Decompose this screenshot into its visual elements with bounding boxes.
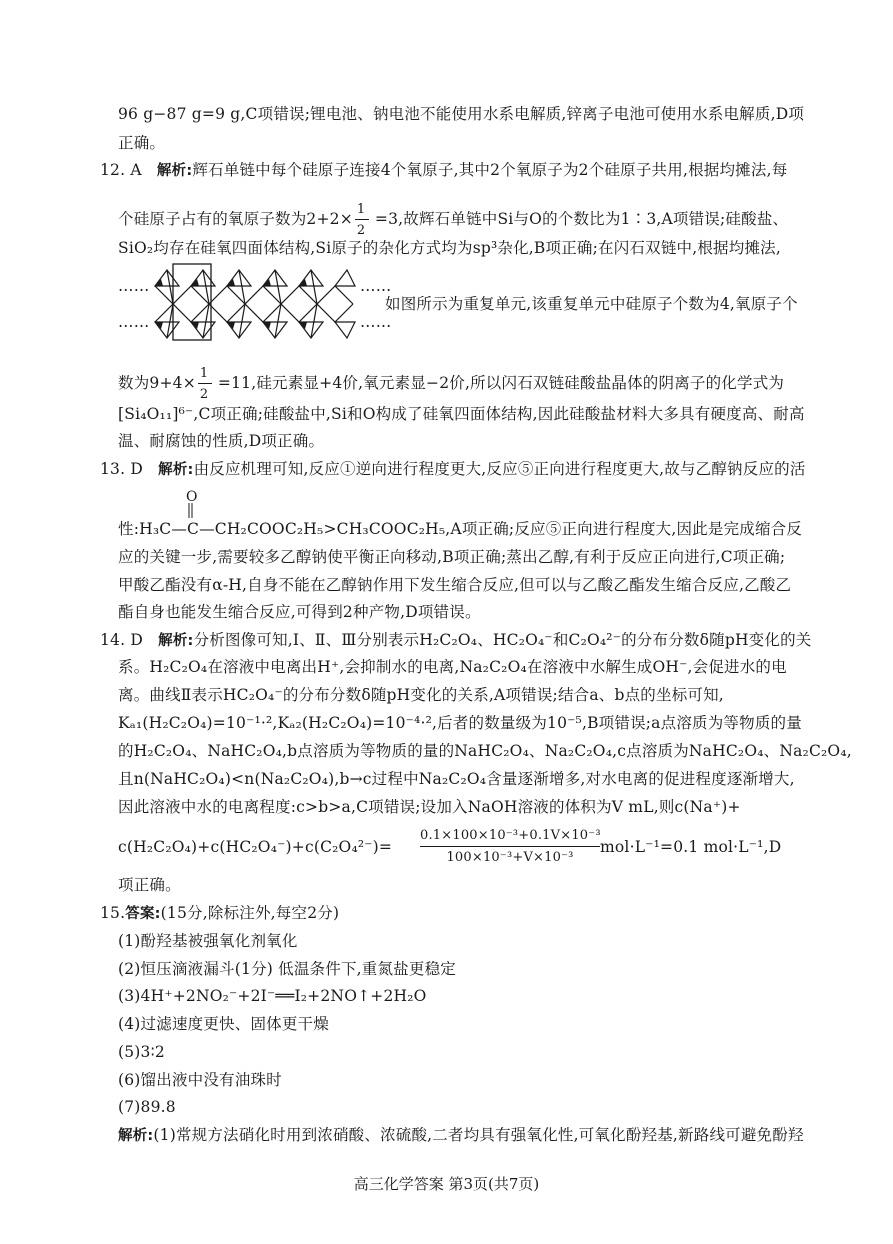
answer-item: (4)过滤速度更快、固体更干燥 — [118, 1015, 329, 1033]
answer-item: (1)酚羟基被强氧化剂氧化 — [118, 932, 298, 950]
text-line: 且n(NaHC₂O₄)<n(Na₂C₂O₄),b→c过程中Na₂C₂O₄含量逐渐增多,对水电离的促进程度逐渐增大, — [118, 770, 795, 788]
answer-item: (6)馏出液中没有油珠时 — [118, 1071, 282, 1089]
fraction-denominator: 2 — [356, 223, 366, 238]
text-line: 系。H₂C₂O₄在溶液中电离出H⁺,会抑制水的电离,Na₂C₂O₄在溶液中水解生成OH⁻,会促进水的电 — [118, 658, 787, 676]
text-line: 酯自身也能发生缩合反应,可得到2种产物,D项错误。 — [118, 603, 481, 621]
text-fragment: 数为9+4× — [118, 374, 196, 392]
text-line: 因此溶液中水的电离程度:c>b>a,C项错误;设加入NaOH溶液的体积为V mL,则c(Na⁺)+ — [118, 798, 741, 816]
score-note: (15分,除标注外,每空2分) — [160, 904, 340, 922]
double-chain-silicate-diagram — [145, 262, 365, 342]
answer-item: (7)89.8 — [118, 1098, 176, 1116]
text-line: 的H₂C₂O₄、NaHC₂O₄,b点溶质为等物质的量的NaHC₂O₄、Na₂C₂O₄,c点溶质为NaHC₂O₄、Na₂C₂O₄, — [118, 742, 852, 760]
answer-item: (5)3∶2 — [118, 1043, 165, 1061]
text-line: 性:H₃C—C—CH₂COOC₂H₅>CH₃COOC₂H₅,A项正确;反应⑤正向进行程度大,因此是完成缩合反 — [118, 520, 803, 538]
text-fragment: 个硅原子占有的氧原子数为2+2× — [118, 210, 353, 228]
fraction-numerator: 0.1×100×10⁻³+0.1V×10⁻³ — [420, 828, 601, 843]
question-14-line-1 — [100, 630, 811, 651]
text-line: 辉石单链中每个硅原子连接4个氧原子,其中2个氧原子为2个硅原子共用,根据均摊法,每 — [192, 161, 788, 179]
text-line: Kₐ₁(H₂C₂O₄)=10⁻¹·²,Kₐ₂(H₂C₂O₄)=10⁻⁴·²,后者的数量级为10⁻⁵,B项错误;a点溶质为等物质的量 — [118, 714, 802, 732]
question-15-heading — [100, 903, 339, 924]
question-number: 14. D — [100, 631, 144, 649]
carbonyl-oxygen: O — [186, 489, 198, 505]
text-line: (1)常规方法硝化时用到浓硝酸、浓硫酸,二者均具有强氧化性,可氧化酚羟基,新路线可避免酚羟 — [153, 1126, 804, 1144]
text-line: 96 g−87 g=9 g,C项错误;锂电池、钠电池不能使用水系电解质,锌离子电池可使用水系电解质,D项 — [118, 105, 805, 123]
question-12-line-2 — [118, 202, 788, 238]
double-bond — [186, 503, 196, 519]
answer-label: 答案: — [125, 906, 161, 922]
question-12-line-5 — [118, 366, 784, 402]
text-fragment: mol·L⁻¹=0.1 mol·L⁻¹,D — [600, 838, 782, 856]
fraction-numerator: 1 — [356, 202, 366, 217]
text-line: 正确。 — [118, 134, 166, 152]
analysis-label: 解析: — [118, 1128, 154, 1144]
answer-item: (3)4H⁺+2NO₂⁻+2I⁻══I₂+2NO↑+2H₂O — [118, 987, 427, 1005]
fraction-numerator: 1 — [199, 366, 209, 381]
text-line: 甲酸乙酯没有α-H,自身不能在乙醇钠作用下发生缩合反应,但可以与乙酸乙酯发生缩合反应,乙酸乙 — [118, 576, 792, 594]
text-line: 如图所示为重复单元,该重复单元中硅原子个数为4,氧原子个 — [385, 295, 798, 313]
text-line: 由反应机理可知,反应①逆向进行程度更大,反应⑤正向进行程度更大,故与乙醇钠反应的活 — [193, 460, 806, 478]
text-line: 分析图像可知,Ⅰ、Ⅱ、Ⅲ分别表示H₂C₂O₄、HC₂O₄⁻和C₂O₄²⁻的分布分数δ随pH变化的关 — [193, 631, 812, 649]
text-fragment: =3,故辉石单链中Si与O的个数比为1∶3,A项错误;硅酸盐、 — [374, 210, 789, 228]
text-line: 应的关键一步,需要较多乙醇钠使平衡正向移动,B项正确;蒸出乙醇,有利于反应正向进行,C项正确; — [118, 548, 786, 566]
chain-dots-left-bottom: …… — [118, 313, 150, 331]
analysis-line — [118, 1125, 804, 1146]
fraction-bar — [198, 383, 212, 384]
fraction-denominator: 2 — [199, 387, 209, 402]
question-number: 12. A — [100, 161, 142, 179]
text-line: 温、耐腐蚀的性质,D项正确。 — [118, 432, 325, 450]
fraction-bar — [420, 846, 600, 847]
text-line: SiO₂均存在硅氧四面体结构,Si原子的杂化方式均为sp³杂化,B项正确;在闪石双链中,根据均摊法, — [118, 239, 781, 257]
chain-dots-right-top: …… — [360, 277, 392, 295]
chain-dots-right-bottom: …… — [360, 313, 392, 331]
question-number: 13. D — [100, 460, 144, 478]
text-line: 项正确。 — [118, 876, 181, 894]
fraction-denominator: 100×10⁻³+V×10⁻³ — [446, 850, 574, 865]
fraction-bar — [355, 219, 369, 220]
question-12-line-1 — [100, 160, 787, 181]
fraction-one-half — [353, 202, 375, 238]
analysis-label: 解析: — [156, 163, 193, 179]
analysis-label: 解析: — [158, 462, 194, 478]
chain-dots-left-top: …… — [118, 277, 150, 295]
text-fragment: c(H₂C₂O₄)+c(HC₂O₄⁻)+c(C₂O₄²⁻)= — [118, 838, 393, 856]
text-fragment: =11,硅元素显+4价,氧元素显−2价,所以闪石双链硅酸盐晶体的阴离子的化学式为 — [217, 374, 785, 392]
text-line: [Si₄O₁₁]⁶⁻,C项正确;硅酸盐中,Si和O构成了硅氧四面体结构,因此硅酸盐材料大多具有硬度高、耐高 — [118, 405, 805, 423]
question-13-line-1 — [100, 459, 806, 480]
question-number: 15. — [100, 904, 126, 922]
answer-item: (2)恒压滴液漏斗(1分) 低温条件下,重氮盐更稳定 — [118, 960, 456, 978]
analysis-label: 解析: — [158, 633, 194, 649]
text-line: 离。曲线Ⅱ表示HC₂O₄⁻的分布分数δ随pH变化的关系,A项错误;结合a、b点的坐标可知, — [118, 686, 724, 704]
fraction-one-half — [196, 366, 218, 402]
page-footer: 高三化学答案 第3页(共7页) — [353, 1175, 540, 1193]
